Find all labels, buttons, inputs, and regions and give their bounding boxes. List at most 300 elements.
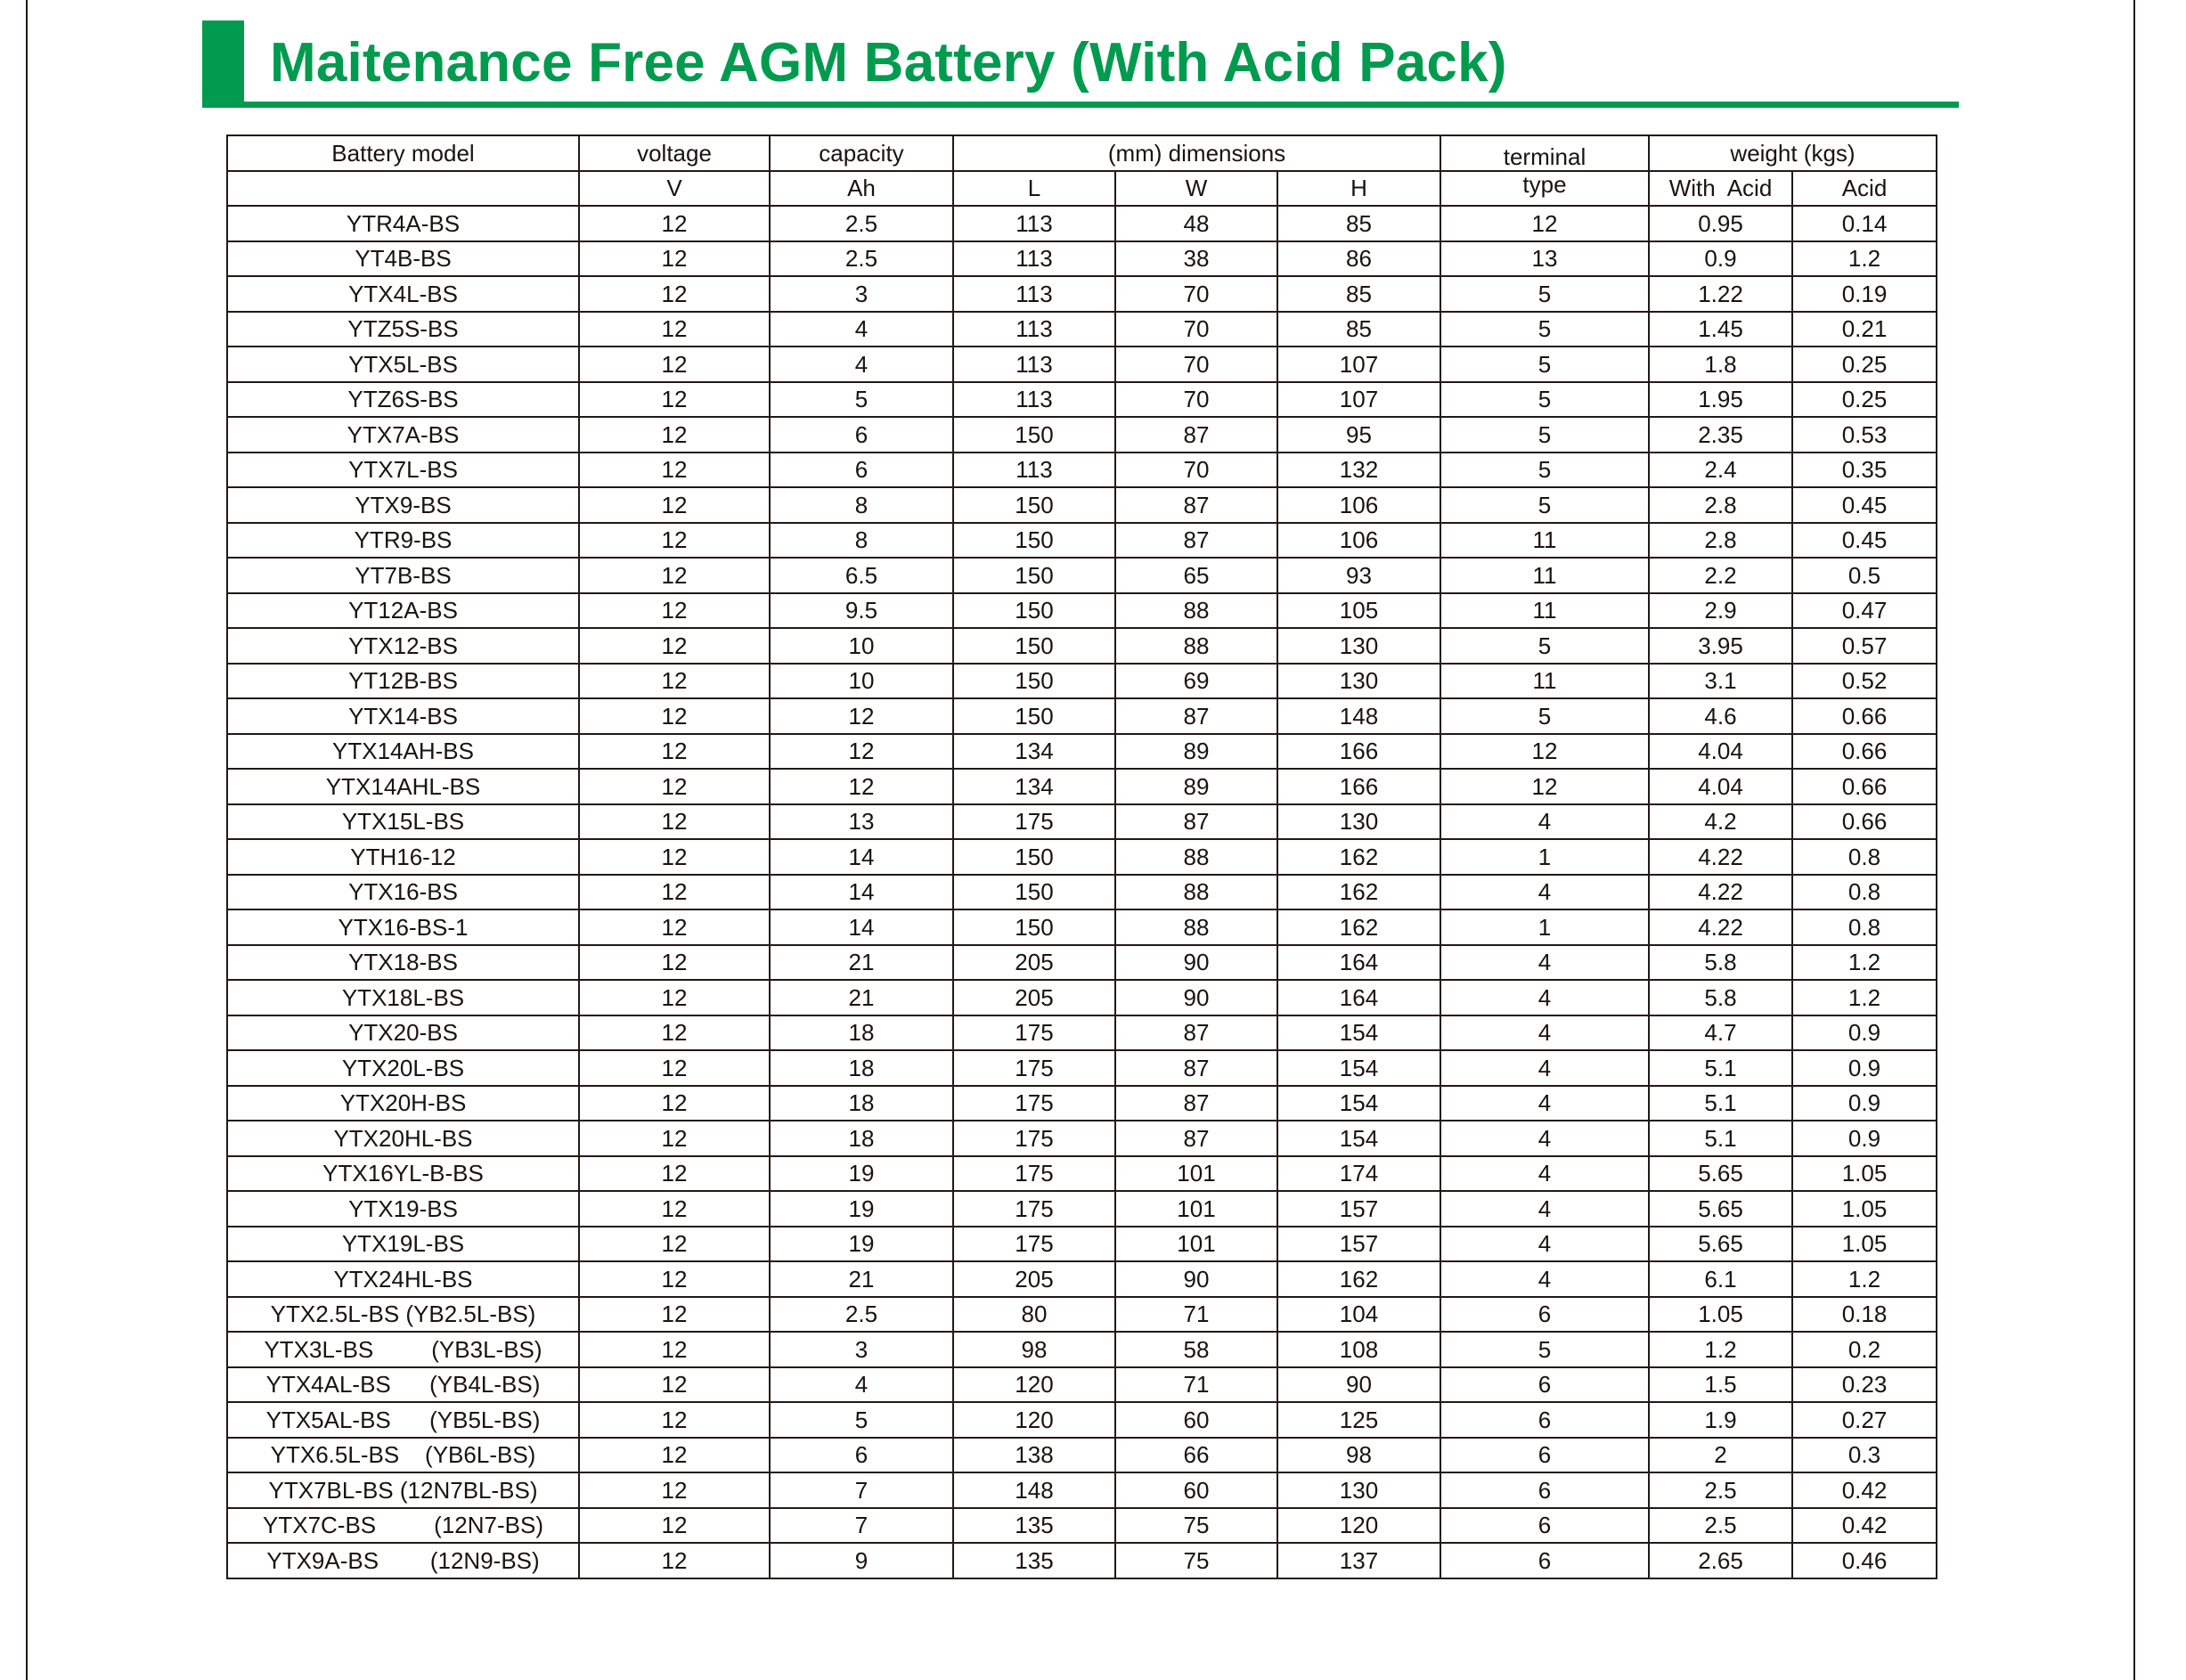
cell-voltage: 12	[579, 769, 770, 804]
cell-voltage: 12	[579, 1297, 770, 1333]
cell-model: YTX18L-BS	[227, 980, 579, 1015]
cell-height: 148	[1277, 698, 1440, 734]
cell-weight-acid: 0.42	[1792, 1508, 1937, 1544]
table-row	[227, 804, 1937, 840]
page-border-right	[2133, 0, 2135, 1680]
cell-model: YTX16-BS-1	[227, 909, 579, 945]
cell-length: 175	[953, 1015, 1115, 1051]
cell-voltage: 12	[579, 1367, 770, 1403]
cell-weight-acid: 0.18	[1792, 1297, 1937, 1333]
table-row	[227, 1261, 1937, 1297]
cell-weight-acid: 0.47	[1792, 593, 1937, 629]
cell-height: 166	[1277, 734, 1440, 770]
cell-weight-acid: 0.25	[1792, 382, 1937, 418]
cell-weight-acid: 0.8	[1792, 839, 1937, 875]
cell-width: 89	[1115, 769, 1277, 804]
cell-model: YTX2.5L-BS (YB2.5L-BS)	[227, 1297, 579, 1333]
cell-height: 162	[1277, 909, 1440, 945]
cell-weight-with-acid: 3.1	[1649, 664, 1792, 699]
cell-model: YTZ5S-BS	[227, 312, 579, 347]
table-row	[227, 945, 1937, 981]
cell-voltage: 12	[579, 417, 770, 453]
page-border-left	[26, 0, 28, 1680]
cell-model: YTX20-BS	[227, 1015, 579, 1051]
cell-terminal-type: 5	[1440, 347, 1649, 382]
table-row	[227, 1191, 1937, 1227]
cell-voltage: 12	[579, 382, 770, 418]
cell-height: 86	[1277, 241, 1440, 277]
cell-model: YTX20L-BS	[227, 1050, 579, 1086]
cell-voltage: 12	[579, 1402, 770, 1438]
cell-weight-acid: 0.23	[1792, 1367, 1937, 1403]
cell-terminal-type: 11	[1440, 523, 1649, 559]
cell-capacity: 14	[770, 875, 953, 910]
cell-capacity: 12	[770, 698, 953, 734]
cell-length: 113	[953, 206, 1115, 241]
cell-width: 88	[1115, 909, 1277, 945]
cell-weight-with-acid: 2.4	[1649, 453, 1792, 488]
header-terminal: terminal	[1440, 135, 1649, 171]
cell-length: 205	[953, 1261, 1115, 1297]
cell-voltage: 12	[579, 347, 770, 382]
cell-width: 60	[1115, 1402, 1277, 1438]
table-row	[227, 276, 1937, 312]
cell-weight-acid: 0.66	[1792, 698, 1937, 734]
cell-weight-with-acid: 2.35	[1649, 417, 1792, 453]
cell-model: YT12B-BS	[227, 664, 579, 699]
cell-weight-with-acid: 1.5	[1649, 1367, 1792, 1403]
cell-height: 162	[1277, 839, 1440, 875]
header-voltage: voltage	[579, 135, 770, 171]
cell-weight-with-acid: 2.5	[1649, 1472, 1792, 1508]
table-row	[227, 875, 1937, 910]
unit-height: H	[1277, 171, 1440, 207]
cell-weight-acid: 1.2	[1792, 980, 1937, 1015]
cell-capacity: 7	[770, 1472, 953, 1508]
cell-capacity: 6	[770, 417, 953, 453]
cell-capacity: 6.5	[770, 558, 953, 593]
cell-voltage: 12	[579, 839, 770, 875]
cell-length: 113	[953, 453, 1115, 488]
unit-terminal-type: type	[1440, 171, 1649, 207]
table-row	[227, 980, 1937, 1015]
cell-weight-with-acid: 2.5	[1649, 1508, 1792, 1544]
cell-model: YTX20H-BS	[227, 1086, 579, 1121]
page-title: Maitenance Free AGM Battery (With Acid Pack)	[270, 32, 1507, 94]
cell-voltage: 12	[579, 698, 770, 734]
cell-weight-with-acid: 1.9	[1649, 1402, 1792, 1438]
cell-model: YT4B-BS	[227, 241, 579, 277]
table-row	[227, 593, 1937, 629]
cell-terminal-type: 5	[1440, 382, 1649, 418]
cell-height: 130	[1277, 664, 1440, 699]
cell-model: YTX16YL-B-BS	[227, 1156, 579, 1192]
cell-weight-with-acid: 4.7	[1649, 1015, 1792, 1051]
cell-weight-with-acid: 2	[1649, 1438, 1792, 1473]
cell-weight-with-acid: 4.22	[1649, 839, 1792, 875]
table-row	[227, 558, 1937, 593]
cell-width: 70	[1115, 382, 1277, 418]
cell-voltage: 12	[579, 453, 770, 488]
cell-voltage: 12	[579, 1156, 770, 1192]
cell-voltage: 12	[579, 1472, 770, 1508]
cell-capacity: 14	[770, 839, 953, 875]
table-row	[227, 1086, 1937, 1121]
cell-capacity: 18	[770, 1121, 953, 1156]
cell-voltage: 12	[579, 804, 770, 840]
cell-width: 87	[1115, 523, 1277, 559]
table-row	[227, 347, 1937, 382]
cell-length: 113	[953, 241, 1115, 277]
cell-capacity: 21	[770, 980, 953, 1015]
cell-model: YT12A-BS	[227, 593, 579, 629]
cell-capacity: 21	[770, 945, 953, 981]
cell-model: YTX7A-BS	[227, 417, 579, 453]
cell-length: 150	[953, 628, 1115, 664]
cell-weight-with-acid: 5.1	[1649, 1050, 1792, 1086]
cell-length: 175	[953, 804, 1115, 840]
cell-terminal-type: 4	[1440, 1121, 1649, 1156]
cell-model: YTX5L-BS	[227, 347, 579, 382]
cell-voltage: 12	[579, 1261, 770, 1297]
cell-weight-with-acid: 5.1	[1649, 1121, 1792, 1156]
cell-width: 87	[1115, 487, 1277, 523]
cell-terminal-type: 5	[1440, 487, 1649, 523]
cell-height: 106	[1277, 523, 1440, 559]
table-row	[227, 1227, 1937, 1262]
cell-weight-acid: 1.2	[1792, 241, 1937, 277]
cell-height: 107	[1277, 382, 1440, 418]
cell-voltage: 12	[579, 628, 770, 664]
header-battery-model: Battery model	[227, 135, 579, 171]
cell-voltage: 12	[579, 664, 770, 699]
cell-model: YTX14AH-BS	[227, 734, 579, 770]
unit-length: L	[953, 171, 1115, 207]
cell-weight-acid: 1.2	[1792, 1261, 1937, 1297]
cell-height: 164	[1277, 980, 1440, 1015]
cell-height: 95	[1277, 417, 1440, 453]
cell-capacity: 19	[770, 1191, 953, 1227]
cell-height: 120	[1277, 1508, 1440, 1544]
cell-height: 166	[1277, 769, 1440, 804]
cell-voltage: 12	[579, 1332, 770, 1367]
cell-terminal-type: 5	[1440, 276, 1649, 312]
table-row	[227, 487, 1937, 523]
cell-length: 150	[953, 417, 1115, 453]
cell-capacity: 2.5	[770, 241, 953, 277]
cell-weight-with-acid: 1.95	[1649, 382, 1792, 418]
cell-weight-with-acid: 4.6	[1649, 698, 1792, 734]
cell-capacity: 5	[770, 1402, 953, 1438]
cell-width: 87	[1115, 804, 1277, 840]
table-row	[227, 1156, 1937, 1192]
table-row	[227, 1121, 1937, 1156]
cell-voltage: 12	[579, 945, 770, 981]
cell-model: YTX9A-BS (12N9-BS)	[227, 1543, 579, 1578]
cell-voltage: 12	[579, 276, 770, 312]
cell-height: 130	[1277, 628, 1440, 664]
cell-height: 157	[1277, 1191, 1440, 1227]
cell-width: 90	[1115, 980, 1277, 1015]
cell-terminal-type: 13	[1440, 241, 1649, 277]
table-row	[227, 382, 1937, 418]
cell-weight-with-acid: 5.65	[1649, 1191, 1792, 1227]
cell-length: 113	[953, 382, 1115, 418]
cell-capacity: 4	[770, 347, 953, 382]
cell-weight-acid: 0.9	[1792, 1086, 1937, 1121]
table-row	[227, 523, 1937, 559]
cell-terminal-type: 5	[1440, 312, 1649, 347]
header-row-primary	[227, 135, 1937, 171]
table-row	[227, 1543, 1937, 1578]
cell-model: YTX7BL-BS (12N7BL-BS)	[227, 1472, 579, 1508]
cell-model: YTX7C-BS (12N7-BS)	[227, 1508, 579, 1544]
cell-terminal-type: 4	[1440, 980, 1649, 1015]
cell-capacity: 5	[770, 382, 953, 418]
cell-length: 150	[953, 839, 1115, 875]
cell-capacity: 3	[770, 1332, 953, 1367]
table-row	[227, 312, 1937, 347]
cell-weight-acid: 0.21	[1792, 312, 1937, 347]
cell-height: 154	[1277, 1050, 1440, 1086]
cell-terminal-type: 5	[1440, 698, 1649, 734]
cell-weight-with-acid: 4.04	[1649, 734, 1792, 770]
cell-width: 65	[1115, 558, 1277, 593]
cell-width: 87	[1115, 1015, 1277, 1051]
cell-width: 58	[1115, 1332, 1277, 1367]
cell-length: 150	[953, 875, 1115, 910]
cell-terminal-type: 5	[1440, 628, 1649, 664]
cell-weight-with-acid: 5.8	[1649, 980, 1792, 1015]
cell-capacity: 12	[770, 734, 953, 770]
cell-capacity: 6	[770, 1438, 953, 1473]
cell-width: 66	[1115, 1438, 1277, 1473]
cell-width: 70	[1115, 347, 1277, 382]
cell-length: 150	[953, 593, 1115, 629]
cell-terminal-type: 4	[1440, 1156, 1649, 1192]
cell-model: YTX15L-BS	[227, 804, 579, 840]
cell-weight-with-acid: 2.2	[1649, 558, 1792, 593]
cell-terminal-type: 11	[1440, 664, 1649, 699]
table-row	[227, 664, 1937, 699]
cell-width: 101	[1115, 1227, 1277, 1262]
cell-weight-acid: 1.05	[1792, 1227, 1937, 1262]
cell-model: YTX3L-BS (YB3L-BS)	[227, 1332, 579, 1367]
cell-model: YTZ6S-BS	[227, 382, 579, 418]
cell-height: 105	[1277, 593, 1440, 629]
cell-weight-with-acid: 1.45	[1649, 312, 1792, 347]
cell-voltage: 12	[579, 523, 770, 559]
cell-height: 137	[1277, 1543, 1440, 1578]
cell-terminal-type: 5	[1440, 1332, 1649, 1367]
cell-terminal-type: 4	[1440, 1191, 1649, 1227]
cell-length: 135	[953, 1543, 1115, 1578]
cell-model: YTX20HL-BS	[227, 1121, 579, 1156]
cell-height: 85	[1277, 206, 1440, 241]
cell-weight-acid: 0.66	[1792, 769, 1937, 804]
table-row	[227, 1015, 1937, 1051]
cell-capacity: 13	[770, 804, 953, 840]
cell-terminal-type: 4	[1440, 1086, 1649, 1121]
cell-model: YTX9-BS	[227, 487, 579, 523]
cell-length: 120	[953, 1402, 1115, 1438]
cell-weight-acid: 0.57	[1792, 628, 1937, 664]
cell-capacity: 4	[770, 312, 953, 347]
cell-terminal-type: 4	[1440, 1050, 1649, 1086]
cell-weight-acid: 0.52	[1792, 664, 1937, 699]
cell-voltage: 12	[579, 1015, 770, 1051]
cell-voltage: 12	[579, 1227, 770, 1262]
cell-length: 175	[953, 1191, 1115, 1227]
cell-length: 134	[953, 734, 1115, 770]
table-body	[227, 206, 1937, 1578]
cell-capacity: 19	[770, 1227, 953, 1262]
cell-voltage: 12	[579, 487, 770, 523]
cell-length: 175	[953, 1050, 1115, 1086]
cell-model: YTX14AHL-BS	[227, 769, 579, 804]
cell-length: 150	[953, 664, 1115, 699]
cell-terminal-type: 5	[1440, 417, 1649, 453]
cell-weight-with-acid: 4.04	[1649, 769, 1792, 804]
cell-length: 150	[953, 487, 1115, 523]
cell-weight-with-acid: 1.22	[1649, 276, 1792, 312]
cell-capacity: 4	[770, 1367, 953, 1403]
cell-voltage: 12	[579, 593, 770, 629]
cell-length: 205	[953, 980, 1115, 1015]
cell-terminal-type: 1	[1440, 909, 1649, 945]
cell-weight-with-acid: 0.9	[1649, 241, 1792, 277]
cell-capacity: 2.5	[770, 206, 953, 241]
cell-height: 108	[1277, 1332, 1440, 1367]
cell-capacity: 14	[770, 909, 953, 945]
table-row	[227, 1297, 1937, 1333]
cell-capacity: 21	[770, 1261, 953, 1297]
unit-width: W	[1115, 171, 1277, 207]
cell-width: 60	[1115, 1472, 1277, 1508]
cell-height: 130	[1277, 1472, 1440, 1508]
cell-model: YTX18-BS	[227, 945, 579, 981]
unit-with-acid: With Acid	[1649, 171, 1792, 207]
cell-weight-with-acid: 5.8	[1649, 945, 1792, 981]
cell-width: 48	[1115, 206, 1277, 241]
cell-terminal-type: 6	[1440, 1472, 1649, 1508]
cell-weight-with-acid: 4.2	[1649, 804, 1792, 840]
cell-length: 150	[953, 558, 1115, 593]
cell-voltage: 12	[579, 1543, 770, 1578]
cell-capacity: 6	[770, 453, 953, 488]
cell-length: 148	[953, 1472, 1115, 1508]
cell-model: YTH16-12	[227, 839, 579, 875]
cell-model: YTX12-BS	[227, 628, 579, 664]
cell-terminal-type: 6	[1440, 1543, 1649, 1578]
cell-weight-with-acid: 5.65	[1649, 1156, 1792, 1192]
cell-weight-acid: 0.42	[1792, 1472, 1937, 1508]
cell-weight-acid: 0.45	[1792, 523, 1937, 559]
header-dimensions: (mm) dimensions	[953, 135, 1440, 171]
cell-model: YTR9-BS	[227, 523, 579, 559]
cell-length: 138	[953, 1438, 1115, 1473]
cell-length: 175	[953, 1086, 1115, 1121]
cell-model: YTX19-BS	[227, 1191, 579, 1227]
cell-weight-acid: 0.66	[1792, 734, 1937, 770]
cell-voltage: 12	[579, 312, 770, 347]
cell-weight-with-acid: 4.22	[1649, 909, 1792, 945]
cell-weight-with-acid: 1.2	[1649, 1332, 1792, 1367]
cell-terminal-type: 5	[1440, 453, 1649, 488]
cell-weight-with-acid: 0.95	[1649, 206, 1792, 241]
cell-model: YTX19L-BS	[227, 1227, 579, 1262]
cell-weight-acid: 0.19	[1792, 276, 1937, 312]
cell-terminal-type: 4	[1440, 1015, 1649, 1051]
cell-height: 174	[1277, 1156, 1440, 1192]
cell-length: 150	[953, 523, 1115, 559]
cell-weight-with-acid: 3.95	[1649, 628, 1792, 664]
cell-height: 93	[1277, 558, 1440, 593]
cell-length: 120	[953, 1367, 1115, 1403]
cell-weight-acid: 1.2	[1792, 945, 1937, 981]
cell-weight-with-acid: 2.9	[1649, 593, 1792, 629]
cell-weight-acid: 0.46	[1792, 1543, 1937, 1578]
cell-voltage: 12	[579, 734, 770, 770]
cell-width: 87	[1115, 1121, 1277, 1156]
cell-voltage: 12	[579, 909, 770, 945]
cell-width: 87	[1115, 1086, 1277, 1121]
cell-capacity: 9.5	[770, 593, 953, 629]
cell-width: 87	[1115, 417, 1277, 453]
cell-capacity: 10	[770, 664, 953, 699]
cell-terminal-type: 11	[1440, 593, 1649, 629]
cell-height: 125	[1277, 1402, 1440, 1438]
table-row	[227, 453, 1937, 488]
cell-capacity: 9	[770, 1543, 953, 1578]
table-row	[227, 1438, 1937, 1473]
cell-width: 87	[1115, 1050, 1277, 1086]
cell-length: 175	[953, 1156, 1115, 1192]
cell-model: YTX24HL-BS	[227, 1261, 579, 1297]
cell-width: 101	[1115, 1156, 1277, 1192]
cell-model: YT7B-BS	[227, 558, 579, 593]
cell-weight-acid: 0.27	[1792, 1402, 1937, 1438]
table-row	[227, 909, 1937, 945]
cell-weight-with-acid: 1.8	[1649, 347, 1792, 382]
cell-voltage: 12	[579, 1438, 770, 1473]
cell-capacity: 19	[770, 1156, 953, 1192]
cell-capacity: 18	[770, 1086, 953, 1121]
cell-model: YTX16-BS	[227, 875, 579, 910]
cell-weight-acid: 0.3	[1792, 1438, 1937, 1473]
cell-width: 71	[1115, 1297, 1277, 1333]
cell-weight-acid: 0.9	[1792, 1121, 1937, 1156]
cell-length: 80	[953, 1297, 1115, 1333]
cell-width: 69	[1115, 664, 1277, 699]
cell-weight-acid: 0.53	[1792, 417, 1937, 453]
cell-height: 162	[1277, 1261, 1440, 1297]
table-row	[227, 1332, 1937, 1367]
cell-terminal-type: 4	[1440, 1227, 1649, 1262]
cell-weight-with-acid: 2.65	[1649, 1543, 1792, 1578]
header-capacity: capacity	[770, 135, 953, 171]
cell-weight-acid: 0.45	[1792, 487, 1937, 523]
cell-width: 70	[1115, 276, 1277, 312]
cell-weight-acid: 0.5	[1792, 558, 1937, 593]
table-row	[227, 1050, 1937, 1086]
cell-height: 154	[1277, 1015, 1440, 1051]
table-row	[227, 1508, 1937, 1544]
cell-height: 157	[1277, 1227, 1440, 1262]
cell-weight-with-acid: 2.8	[1649, 523, 1792, 559]
cell-width: 90	[1115, 945, 1277, 981]
cell-weight-with-acid: 2.8	[1649, 487, 1792, 523]
